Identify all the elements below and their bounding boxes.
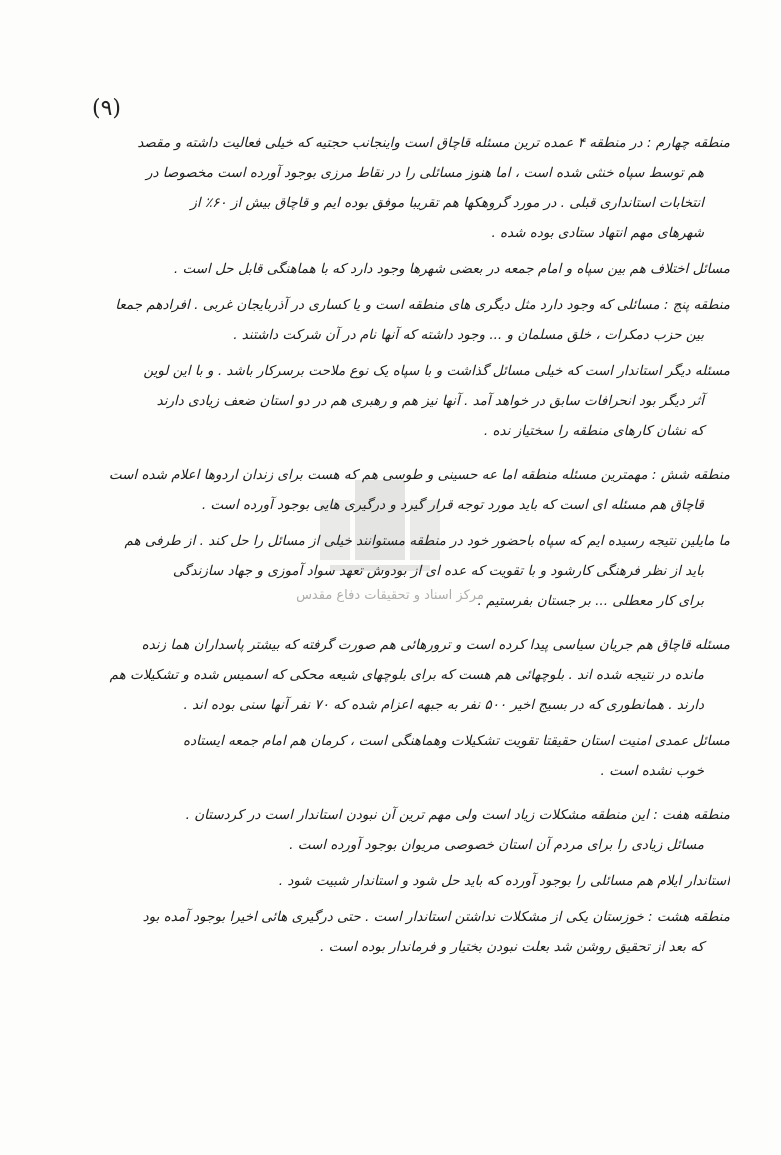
text-line: هم توسط سپاه خنثی شده است ، اما هنوز مسائلی را در نقاط مرزی بوجود آورده است مخصوصا در: [145, 165, 704, 181]
paragraph: [70, 726, 730, 786]
text-line: مسئله قاچاق هم جریان سیاسی پیدا کرده است و ترورهائی هم صورت گرفته که بیشتر پاسداران هما زنده: [141, 637, 730, 653]
paragraph: [70, 526, 730, 616]
paragraph: [70, 866, 730, 896]
page-number: (۹): [92, 96, 121, 121]
paragraph: [70, 356, 730, 446]
text-line: قاچاق هم مسئله ای است که باید مورد توجه قرار گیرد و درگیری هایی بوجود آورده است .: [201, 497, 704, 513]
text-line: منطقه پنج : مسائلی که وجود دارد مثل دیگری های منطقه است و یا کساری در آذربایجان غربی . افرادهم جمعا: [115, 297, 730, 313]
paragraph: [70, 902, 730, 962]
handwritten-body: [70, 128, 730, 968]
paragraph: [70, 800, 730, 860]
text-line: مسائل زیادی را برای مردم آن استان خصوصی مریوان بوجود آورده است .: [289, 837, 704, 853]
text-line: منطقه هفت : این منطقه مشکلات زیاد است ولی مهم ترین آن نبودن استاندار است در کردستان .: [185, 807, 730, 823]
text-line: انتخابات استانداری قبلی . در مورد گروهکها هم تقریبا موفق بوده ایم و قاچاق بیش از ۶۰٪ از: [190, 195, 704, 211]
paragraph: [70, 290, 730, 350]
text-line: بین حزب دمکرات ، خلق مسلمان و ... وجود داشته که آنها نام در آن شرکت داشتند .: [233, 327, 704, 343]
text-line: ما مایلین نتیجه رسیده ایم که سپاه باحضور خود در منطقه مستوانند خیلی از مسائل را حل کند . از طرفی هم: [124, 533, 730, 549]
paragraph: [70, 128, 730, 248]
text-line: مسائل اختلاف هم بین سپاه و امام جمعه در بعضی شهرها وجود دارد که با هماهنگی قابل حل است .: [173, 261, 730, 277]
text-line: مسئله دیگر استاندار است که خیلی مسائل گذاشت و با سپاه یک نوع ملاحت برسرکار باشد . و با این لوین: [143, 363, 730, 379]
text-line: منطقه چهارم : در منطقه ۴ عمده ترین مسئله قاچاق است واینجانب حجتیه که خیلی فعالیت داشته و مقصد: [137, 135, 730, 151]
text-line: منطقه هشت : خوزستان یکی از مشکلات نداشتن استاندار است . حتی درگیری هائی اخیرا بوجود آمده بود: [142, 909, 730, 925]
text-line: برای کار معطلی ... بر جستان بفرستیم .: [477, 593, 704, 609]
paragraph: [70, 630, 730, 720]
watermark-text: مرکز اسناد و تحقیقات دفاع مقدس: [296, 588, 484, 603]
text-line: منطقه شش : مهمترین مسئله منطقه اما عه حسینی و طوسی هم که هست برای زندان اردوها اعلام شده است: [108, 467, 730, 483]
text-line: که نشان کارهای منطقه را سختیاز نده .: [483, 423, 704, 439]
text-line: که بعد از تحقیق روشن شد بعلت نبودن بختیار و فرماندار بوده است .: [319, 939, 704, 955]
text-line: مانده در نتیجه شده اند . بلوچهائی هم هست که برای بلوچهای شیعه محکی که اسمیس شده و تشکیلات هم: [109, 667, 704, 683]
paragraph: [70, 254, 730, 284]
text-line: استاندار ایلام هم مسائلی را بوجود آورده که باید حل شود و استاندار شبیت شود .: [278, 873, 730, 889]
paragraph: [70, 460, 730, 520]
text-line: دارند . همانطوری که در بسیج اخیر ۵۰۰ نفر به جبهه اعزام شده که ۷۰ نفر آنها سنی بوده اند .: [183, 697, 704, 713]
text-line: آثر دیگر بود انحرافات سابق در خواهد آمد . آنها نیز هم و رهبری هم در دو استان ضعف زیادی دارند: [156, 393, 704, 409]
text-line: باید از نظر فرهنگی کارشود و با تقویت که عده ای از بودوش تعهد سواد آموزی و جهاد سازندگی: [172, 563, 704, 579]
text-line: خوب نشده است .: [600, 763, 704, 779]
text-line: شهرهای مهم انتهاد ستادی بوده شده .: [491, 225, 704, 241]
text-line: مسائل عمدی امنیت استان حقیقتا تقویت تشکیلات وهماهنگی است ، کرمان هم امام جمعه ایستاده: [183, 733, 730, 749]
